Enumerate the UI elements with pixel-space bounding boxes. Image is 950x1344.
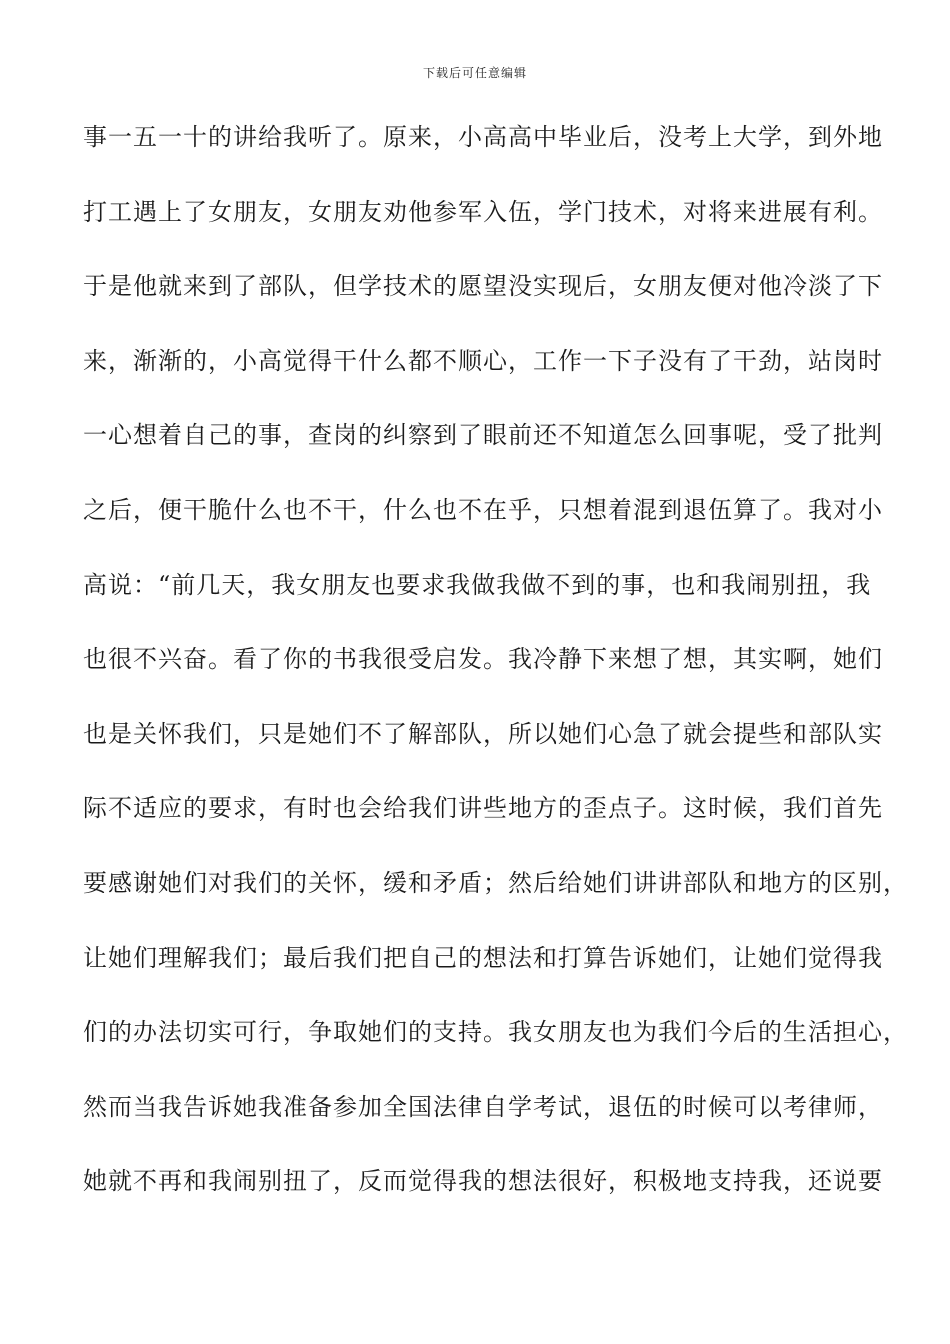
text-line: 之后，便干脆什么也不干，什么也不在乎，只想着混到退伍算了。我对小: [83, 495, 883, 524]
text-line: 一心想着自己的事，查岗的纠察到了眼前还不知道怎么回事呢，受了批判: [83, 421, 883, 450]
text-line: 打工遇上了女朋友，女朋友劝他参军入伍，学门技术，对将来进展有利。: [83, 197, 883, 226]
text-line: 她就不再和我闹别扭了，反而觉得我的想法很好，积极地支持我，还说要: [83, 1167, 883, 1196]
text-line: 然而当我告诉她我准备参加全国法律自学考试，退伍的时候可以考律师，: [83, 1092, 883, 1121]
text-line: 来，渐渐的，小高觉得干什么都不顺心，工作一下子没有了干劲，站岗时: [83, 346, 883, 375]
page-header: 下载后可任意编辑: [422, 66, 527, 80]
text-line: 事一五一十的讲给我听了。原来，小高高中毕业后，没考上大学，到外地: [83, 123, 883, 151]
text-line: 也是关怀我们，只是她们不了解部队，所以她们心急了就会提些和部队实: [83, 719, 883, 748]
text-line: 也很不兴奋。看了你的书我很受启发。我冷静下来想了想，其实啊，她们: [83, 645, 883, 674]
text-line: 们的办法切实可行，争取她们的支持。我女朋友也为我们今后的生活担心，: [83, 1018, 908, 1047]
text-line: 让她们理解我们；最后我们把自己的想法和打算告诉她们，让她们觉得我: [83, 943, 883, 972]
text-line: 要感谢她们对我们的关怀，缓和矛盾；然后给她们讲讲部队和地方的区别，: [83, 868, 908, 897]
body-text: [83, 112, 908, 1231]
text-line: 高说：“前几天，我女朋友也要求我做我做不到的事，也和我闹别扭，我: [83, 570, 872, 599]
text-line: 于是他就来到了部队，但学技术的愿望没实现后，女朋友便对他冷淡了下: [83, 272, 883, 301]
text-line: 际不适应的要求，有时也会给我们讲些地方的歪点子。这时候，我们首先: [83, 794, 883, 823]
